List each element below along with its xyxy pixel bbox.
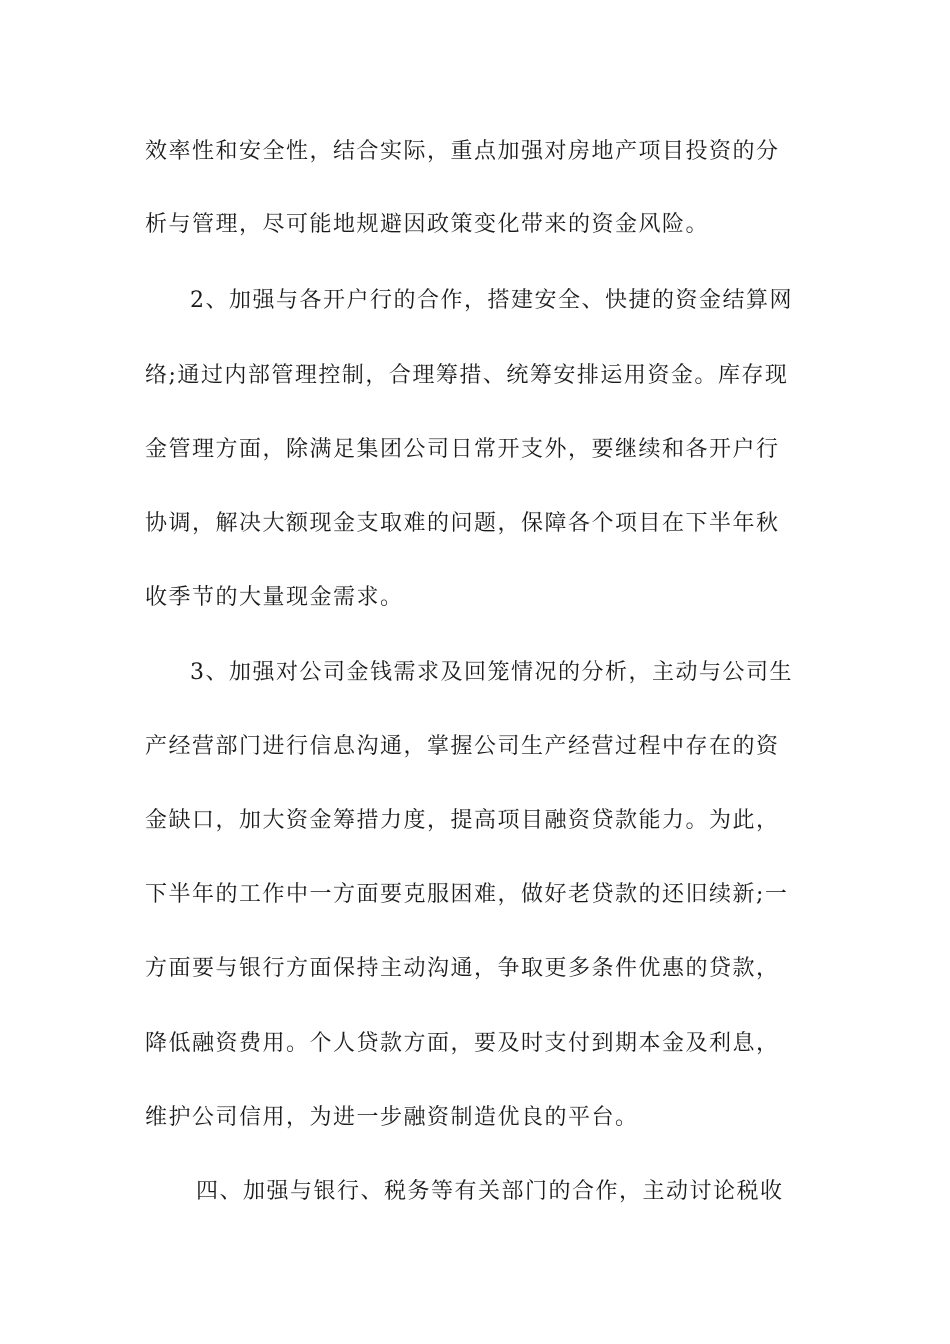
paragraph-line: 3、加强对公司金钱需求及回笼情况的分析，主动与公司生 <box>190 660 793 685</box>
paragraph-line: 金缺口，加大资金筹措力度，提高项目融资贷款能力。为此， <box>145 808 780 833</box>
paragraph-line: 降低融资费用。个人贷款方面，要及时支付到期本金及利息， <box>145 1031 780 1056</box>
paragraph-line: 四、加强与银行、税务等有关部门的合作，主动讨论税收 <box>196 1179 784 1204</box>
paragraph-line: 效率性和安全性，结合实际，重点加强对房地产项目投资的分 <box>145 139 780 164</box>
paragraph-line: 方面要与银行方面保持主动沟通，争取更多条件优惠的贷款， <box>145 956 780 981</box>
paragraph-line: 金管理方面，除满足集团公司日常开支外，要继续和各开户行 <box>145 437 780 462</box>
paragraph-line: 维护公司信用，为进一步融资制造优良的平台。 <box>145 1105 639 1130</box>
paragraph-line: 协调，解决大额现金支取难的问题，保障各个项目在下半年秋 <box>145 511 780 536</box>
paragraph-line: 析与管理，尽可能地规避因政策变化带来的资金风险。 <box>145 212 710 237</box>
paragraph-line: 收季节的大量现金需求。 <box>145 585 404 610</box>
paragraph-line: 2、加强与各开户行的合作，搭建安全、快捷的资金结算网 <box>190 288 793 313</box>
paragraph-line: 下半年的工作中一方面要克服困难，做好老贷款的还旧续新;一 <box>145 882 789 907</box>
paragraph-line: 络;通过内部管理控制，合理筹措、统筹安排运用资金。库存现 <box>145 363 789 388</box>
paragraph-line: 产经营部门进行信息沟通，掌握公司生产经营过程中存在的资 <box>145 734 780 759</box>
